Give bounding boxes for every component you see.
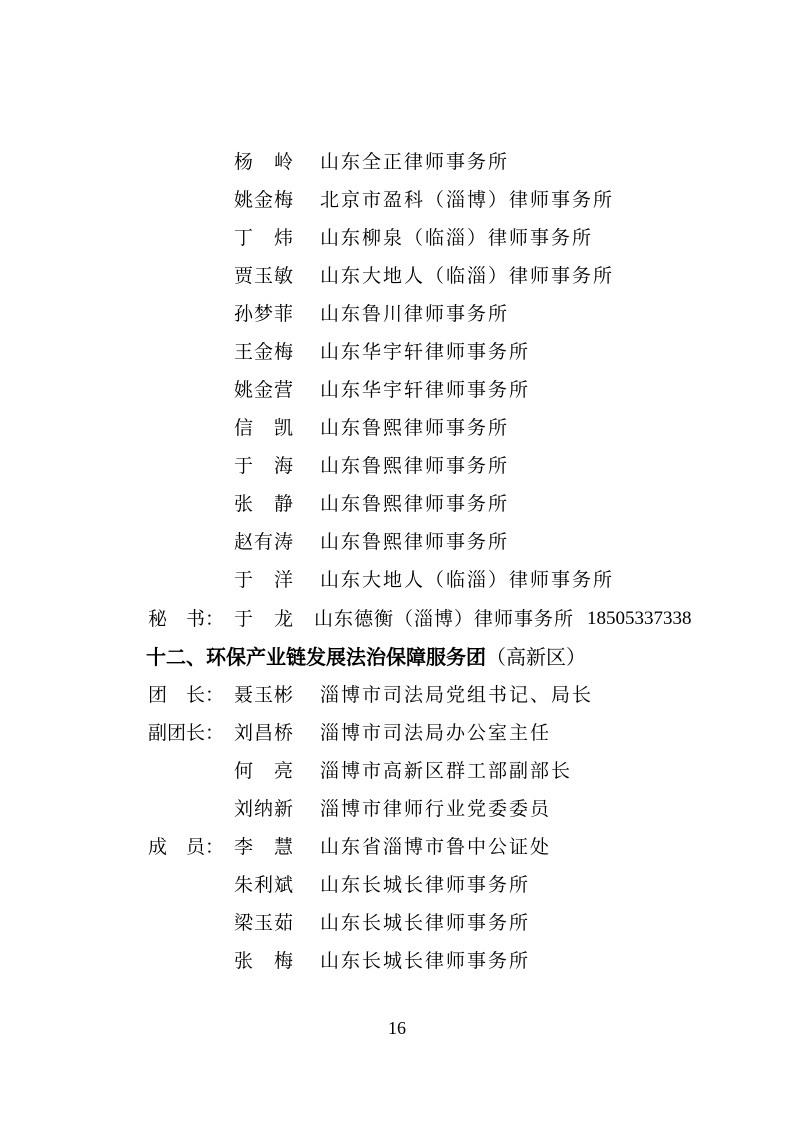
deputy-org: 淄博市律师行业党委委员 bbox=[320, 798, 552, 820]
member-name: 信 凯 bbox=[234, 417, 295, 439]
deputy-org: 淄博市高新区群工部副部长 bbox=[320, 760, 573, 782]
member-org: 山东华宇轩律师事务所 bbox=[320, 341, 531, 363]
member-name: 于 洋 bbox=[234, 569, 295, 591]
member-org: 山东大地人（临淄）律师事务所 bbox=[320, 265, 615, 287]
member-org: 山东长城长律师事务所 bbox=[320, 950, 531, 972]
member-role: 成 员： bbox=[148, 836, 225, 858]
deputy-name: 刘纳新 bbox=[234, 798, 295, 820]
member-name: 李 慧 bbox=[234, 836, 295, 858]
member-org: 山东全正律师事务所 bbox=[320, 151, 510, 173]
member-org: 山东鲁熙律师事务所 bbox=[320, 531, 510, 553]
secretary-name: 于 龙 bbox=[234, 608, 295, 630]
member-name: 丁 炜 bbox=[234, 227, 295, 249]
deputy-name: 刘昌桥 bbox=[234, 722, 295, 744]
member-name: 赵有涛 bbox=[234, 531, 295, 553]
section-title-suffix: （高新区） bbox=[486, 645, 586, 669]
member-org: 山东鲁川律师事务所 bbox=[320, 303, 510, 325]
member-org: 山东鲁熙律师事务所 bbox=[320, 417, 510, 439]
secretary-org: 山东德衡（淄博）律师事务所 bbox=[314, 608, 575, 630]
member-name: 姚金梅 bbox=[234, 189, 295, 211]
member-name: 姚金营 bbox=[234, 379, 295, 401]
deputy-role: 副团长： bbox=[148, 722, 225, 744]
leader-role: 团 长： bbox=[148, 684, 225, 706]
member-name: 朱利斌 bbox=[234, 874, 295, 896]
member-org: 山东长城长律师事务所 bbox=[320, 874, 531, 896]
member-org: 山东柳泉（临淄）律师事务所 bbox=[320, 227, 594, 249]
member-name: 于 海 bbox=[234, 455, 295, 477]
member-name: 贾玉敏 bbox=[234, 265, 295, 287]
member-name: 张 梅 bbox=[234, 950, 295, 972]
member-org: 山东省淄博市鲁中公证处 bbox=[320, 836, 552, 858]
page-number: 16 bbox=[388, 1018, 406, 1038]
member-org: 山东华宇轩律师事务所 bbox=[320, 379, 531, 401]
section-title bbox=[146, 642, 586, 672]
member-name: 张 静 bbox=[234, 493, 295, 515]
member-name: 杨 岭 bbox=[234, 151, 295, 173]
member-name: 王金梅 bbox=[234, 341, 295, 363]
leader-name: 聂玉彬 bbox=[234, 684, 295, 706]
member-name: 孙梦菲 bbox=[234, 303, 295, 325]
leader-org: 淄博市司法局党组书记、局长 bbox=[320, 684, 594, 706]
member-org: 山东鲁熙律师事务所 bbox=[320, 455, 510, 477]
member-org: 山东长城长律师事务所 bbox=[320, 912, 531, 934]
secretary-phone: 18505337338 bbox=[587, 608, 692, 629]
member-org: 山东大地人（临淄）律师事务所 bbox=[320, 569, 615, 591]
deputy-name: 何 亮 bbox=[234, 760, 295, 782]
deputy-org: 淄博市司法局办公室主任 bbox=[320, 722, 552, 744]
section-title-main: 十二、环保产业链发展法治保障服务团 bbox=[146, 645, 486, 669]
member-name: 梁玉茹 bbox=[234, 912, 295, 934]
member-org: 山东鲁熙律师事务所 bbox=[320, 493, 510, 515]
member-org: 北京市盈科（淄博）律师事务所 bbox=[320, 189, 615, 211]
secretary-role: 秘 书： bbox=[148, 608, 225, 630]
